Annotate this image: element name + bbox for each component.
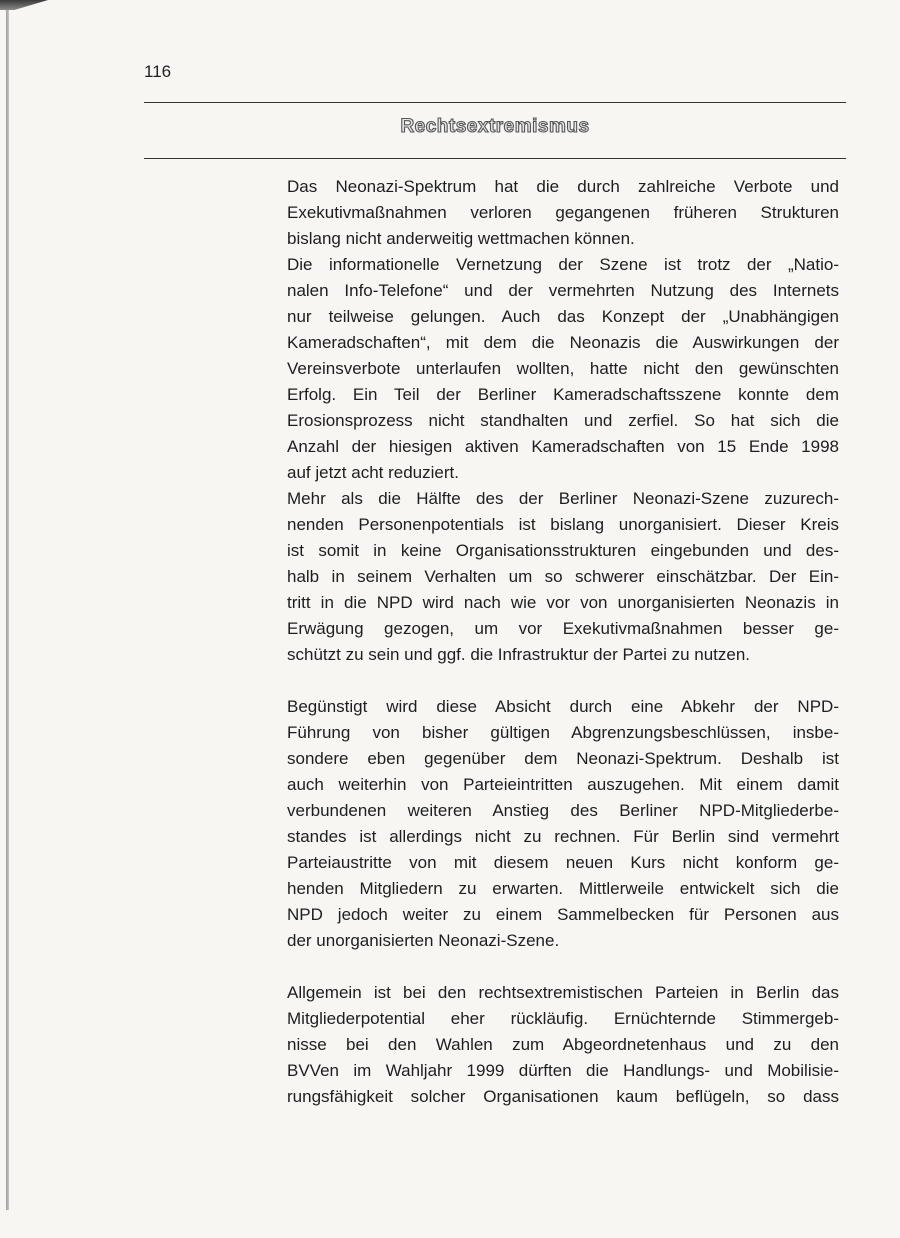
text-line: nur teilweise gelungen. Auch das Konzept der „Unabhängigen <box>287 307 839 326</box>
text-line: auch weiterhin von Parteieintritten auszugehen. Mit einem damit <box>287 775 839 794</box>
page-number: 116 <box>144 62 172 81</box>
header-rule-top <box>144 102 846 103</box>
paragraph-block-2 <box>287 694 839 954</box>
text-line: verbundenen weiteren Anstieg des Berliner NPD-Mitgliederbe- <box>287 801 839 820</box>
text-line: Kameradschaften“, mit dem die Neonazis die Auswirkungen der <box>287 333 839 352</box>
paragraph-block-3 <box>287 980 839 1110</box>
text-line: nalen Info-Telefone“ und der vermehrten Nutzung des Internets <box>287 281 839 300</box>
text-line: Anzahl der hiesigen aktiven Kameradschaften von 15 Ende 1998 <box>287 437 839 456</box>
text-line: auf jetzt acht reduziert. <box>287 463 459 482</box>
text-line: ist somit in keine Organisationsstrukturen eingebunden und des- <box>287 541 839 560</box>
running-head: Rechtsextremismus <box>400 116 590 137</box>
paragraph-gap <box>287 954 839 980</box>
text-line: henden Mitgliedern zu erwarten. Mittlerweile entwickelt sich die <box>287 879 839 898</box>
text-line: BVVen im Wahljahr 1999 dürften die Handlungs- und Mobilisie- <box>287 1061 839 1080</box>
text-line: Mehr als die Hälfte des der Berliner Neonazi-Szene zuzurech- <box>287 489 839 508</box>
paragraph-block-1 <box>287 174 839 668</box>
text-line: Das Neonazi-Spektrum hat die durch zahlreiche Verbote und <box>287 177 839 196</box>
text-line: Parteiaustritte von mit diesem neuen Kurs nicht konform ge- <box>287 853 839 872</box>
text-line: standes ist allerdings nicht zu rechnen. Für Berlin sind vermehrt <box>287 827 839 846</box>
text-line: Die informationelle Vernetzung der Szene ist trotz der „Natio- <box>287 255 839 274</box>
text-line: halb in seinem Verhalten um so schwerer einschätzbar. Der Ein- <box>287 567 839 586</box>
text-line: bislang nicht anderweitig wettmachen können. <box>287 229 635 248</box>
text-line: nisse bei den Wahlen zum Abgeordnetenhaus und zu den <box>287 1035 839 1054</box>
text-line: Exekutivmaßnahmen verloren gegangenen früheren Strukturen <box>287 203 839 222</box>
scan-corner-mark <box>0 0 48 10</box>
header-rule-bottom <box>144 158 846 159</box>
text-line: rungsfähigkeit solcher Organisationen kaum beflügeln, so dass <box>287 1087 839 1106</box>
scan-edge-shadow <box>6 10 9 1210</box>
text-line: schützt zu sein und ggf. die Infrastruktur der Partei zu nutzen. <box>287 645 751 664</box>
text-line: Erosionsprozess nicht standhalten und zerfiel. So hat sich die <box>287 411 839 430</box>
text-line: Mitgliederpotential eher rückläufig. Ernüchternde Stimmergeb- <box>287 1009 839 1028</box>
text-line: NPD jedoch weiter zu einem Sammelbecken für Personen aus <box>287 905 839 924</box>
text-line: Erwägung gezogen, um vor Exekutivmaßnahmen besser ge- <box>287 619 839 638</box>
text-line: nenden Personenpotentials ist bislang unorganisiert. Dieser Kreis <box>287 515 839 534</box>
text-line: Begünstigt wird diese Absicht durch eine Abkehr der NPD- <box>287 697 839 716</box>
text-line: Führung von bisher gültigen Abgrenzungsbeschlüssen, insbe- <box>287 723 839 742</box>
text-line: Vereinsverbote unterlaufen wollten, hatte nicht den gewünschten <box>287 359 839 378</box>
paragraph-gap <box>287 668 839 694</box>
text-line: der unorganisierten Neonazi-Szene. <box>287 931 560 950</box>
text-line: Erfolg. Ein Teil der Berliner Kameradschaftsszene konnte dem <box>287 385 839 404</box>
text-line: sondere eben gegenüber dem Neonazi-Spektrum. Deshalb ist <box>287 749 839 768</box>
text-line: tritt in die NPD wird nach wie vor von unorganisierten Neonazis in <box>287 593 839 612</box>
text-line: Allgemein ist bei den rechtsextremistischen Parteien in Berlin das <box>287 983 839 1002</box>
body-text <box>287 174 839 1110</box>
